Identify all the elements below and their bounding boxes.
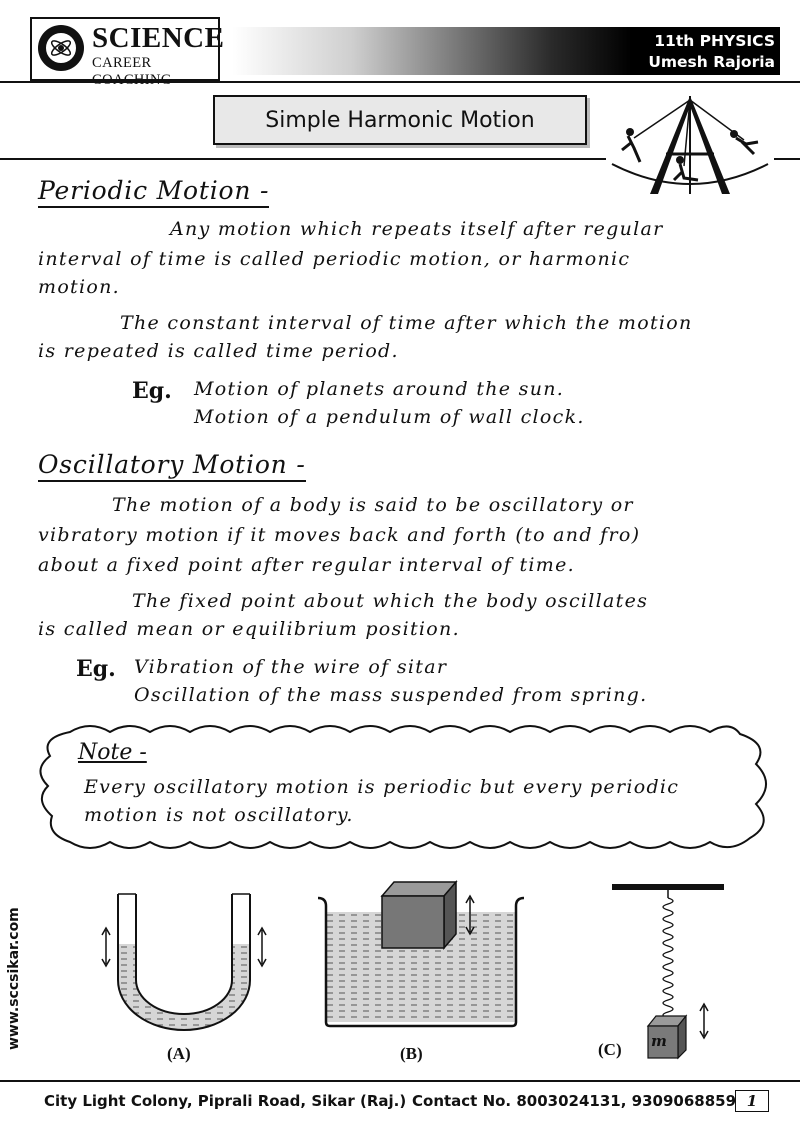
periodic-line-2: interval of time is called periodic motion, or harmonic xyxy=(38,248,631,270)
logo-emblem-icon xyxy=(38,25,84,71)
mass-label: m xyxy=(651,1032,667,1050)
beaker-diagram xyxy=(314,876,528,1030)
footer-address: City Light Colony, Piprali Road, Sikar (Raj.) xyxy=(44,1092,407,1110)
periodic-line-5: is repeated is called time period. xyxy=(38,340,399,362)
oscillatory-line-5: is called mean or equilibrium position. xyxy=(38,618,460,640)
figure-b-label: (B) xyxy=(400,1044,423,1063)
note-title: Note - xyxy=(78,740,147,765)
atom-icon xyxy=(46,33,76,63)
logo xyxy=(30,17,225,88)
oscillatory-line-2: vibratory motion if it moves back and forth (to and fro) xyxy=(38,524,641,546)
oscillatory-example-1: Vibration of the wire of sitar xyxy=(134,656,448,678)
header-band xyxy=(232,27,632,75)
figure-c-label: (C) xyxy=(598,1040,622,1059)
periodic-example-2: Motion of a pendulum of wall clock. xyxy=(194,406,585,428)
page-title: Simple Harmonic Motion xyxy=(213,95,587,145)
website-url: www.sccsikar.com xyxy=(6,907,22,1050)
oscillatory-example-2: Oscillation of the mass suspended from spring. xyxy=(134,684,648,706)
class-label: 11th PHYSICS xyxy=(654,32,775,50)
oscillatory-line-3: about a fixed point after regular interval of time. xyxy=(38,554,575,576)
swing-illustration xyxy=(606,92,774,198)
logo-subtitle: CAREER COACHING xyxy=(92,55,172,88)
periodic-line-4: The constant interval of time after which the motion xyxy=(120,312,693,334)
logo-name: SCIENCE xyxy=(92,22,225,54)
periodic-eg-label: Eg. xyxy=(132,378,172,404)
u-tube-diagram xyxy=(96,890,272,1040)
spring-mass-diagram xyxy=(610,880,730,1060)
oscillatory-eg-label: Eg. xyxy=(76,656,116,682)
teacher-name: Umesh Rajoria xyxy=(648,53,775,71)
oscillatory-line-4: The fixed point about which the body oscillates xyxy=(132,590,649,612)
heading-oscillatory-motion: Oscillatory Motion - xyxy=(38,450,306,482)
header-rule xyxy=(0,81,800,83)
heading-periodic-motion: Periodic Motion - xyxy=(38,176,269,208)
page-number: 1 xyxy=(735,1090,769,1112)
periodic-line-1: Any motion which repeats itself after regular xyxy=(170,218,664,240)
note-line-1: Every oscillatory motion is periodic but every periodic xyxy=(84,776,680,798)
periodic-example-1: Motion of planets around the sun. xyxy=(194,378,565,400)
oscillatory-line-1: The motion of a body is said to be oscillatory or xyxy=(112,494,634,516)
figure-a-label: (A) xyxy=(167,1044,191,1063)
note-line-2: motion is not oscillatory. xyxy=(84,804,354,826)
periodic-line-3: motion. xyxy=(38,276,120,298)
footer-rule xyxy=(0,1080,800,1082)
footer-contact: Contact No. 8003024131, 9309068859 xyxy=(412,1092,737,1110)
